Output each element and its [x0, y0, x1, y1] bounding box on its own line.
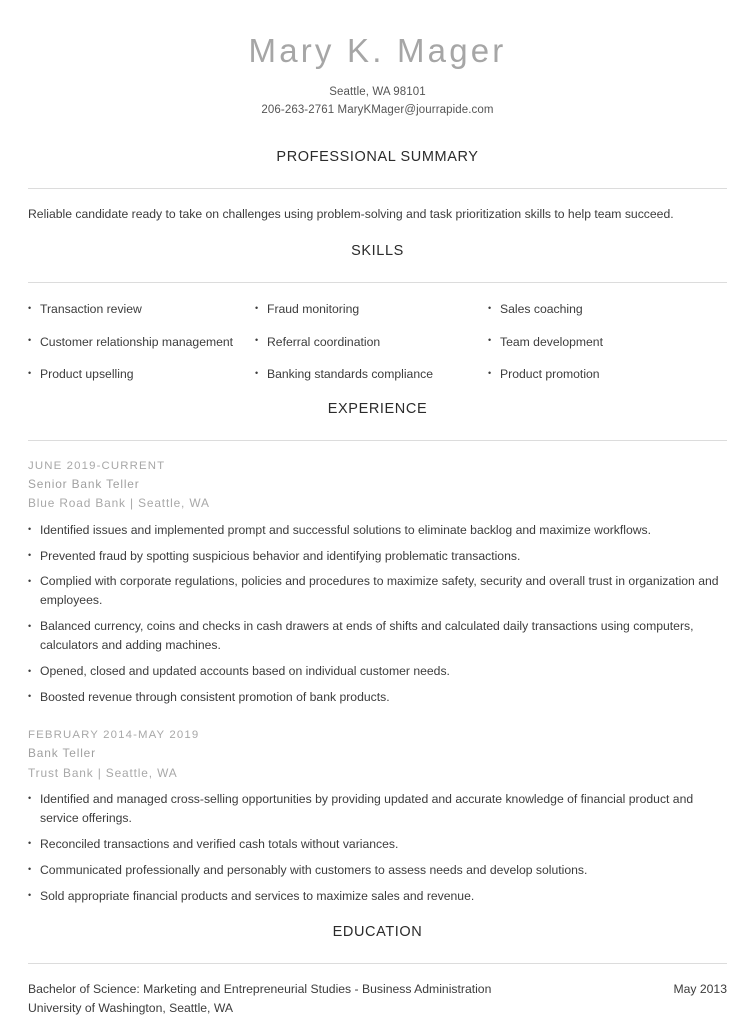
job-bullet: • Balanced currency, coins and checks in cash drawers at ends of shifts and calculated daily transactions using computers, calculators and adding machines.	[28, 617, 727, 655]
job-bullet: • Reconciled transactions and verified cash totals without variances.	[28, 835, 727, 854]
job-bullet: • Complied with corporate regulations, policies and procedures to maximize safety, security and overall trust in organization and employees.	[28, 572, 727, 610]
job-date: FEBRUARY 2014-MAY 2019	[28, 728, 200, 741]
section-experience	[28, 401, 727, 906]
skill-item: • Transaction review	[28, 301, 255, 317]
experience-entry	[28, 726, 727, 906]
job-title: Bank Teller	[28, 746, 96, 761]
skills-column-1	[28, 301, 255, 398]
skill-item: • Referral coordination	[255, 334, 488, 350]
section-title-summary: PROFESSIONAL SUMMARY	[276, 148, 479, 165]
skill-item: • Banking standards compliance	[255, 366, 488, 382]
job-bullet-list	[28, 790, 727, 906]
section-divider-education	[28, 963, 727, 964]
skill-item: • Fraud monitoring	[255, 301, 488, 317]
job-company: Blue Road Bank | Seattle, WA	[28, 496, 210, 511]
job-bullet: • Identified and managed cross-selling opportunities by providing updated and accurate knowledge of financial product and service offerings.	[28, 790, 727, 828]
candidate-contact: 206-263-2761 MaryKMager@jourrapide.com	[261, 104, 494, 117]
job-bullet-list	[28, 521, 727, 707]
education-school: University of Washington, Seattle, WA	[28, 1001, 234, 1016]
job-date: JUNE 2019-CURRENT	[28, 459, 166, 472]
skill-item: • Sales coaching	[488, 301, 727, 317]
skills-column-2	[255, 301, 488, 398]
section-divider-experience	[28, 440, 727, 441]
section-divider-skills	[28, 282, 727, 283]
education-entry	[28, 980, 727, 1018]
job-bullet: • Boosted revenue through consistent promotion of bank products.	[28, 688, 727, 707]
education-details	[28, 980, 657, 1018]
skills-grid	[28, 301, 727, 398]
candidate-location: Seattle, WA 98101	[329, 86, 426, 99]
job-bullet: • Opened, closed and updated accounts based on individual customer needs.	[28, 662, 727, 681]
section-title-skills: SKILLS	[351, 243, 404, 260]
job-bullet: • Identified issues and implemented prompt and successful solutions to eliminate backlog and maximize workflows.	[28, 521, 727, 540]
education-date: May 2013	[673, 982, 727, 997]
section-education	[28, 924, 727, 1018]
experience-entry	[28, 457, 727, 707]
job-company: Trust Bank | Seattle, WA	[28, 765, 178, 780]
job-bullet: • Communicated professionally and personably with customers to assess needs and develop solutions.	[28, 861, 727, 880]
skill-item: • Product promotion	[488, 366, 727, 382]
skill-item: • Team development	[488, 334, 727, 350]
candidate-name: Mary K. Mager	[248, 32, 507, 69]
section-divider-summary	[28, 188, 727, 189]
skills-column-3	[488, 301, 727, 398]
section-title-experience: EXPERIENCE	[327, 400, 428, 417]
section-title-education: EDUCATION	[332, 924, 423, 941]
summary-text: Reliable candidate ready to take on challenges using problem-solving and task prioritization skills to help team succeed.	[28, 206, 674, 221]
skill-item: • Customer relationship management	[28, 334, 255, 350]
resume-header	[28, 0, 727, 120]
section-professional-summary	[28, 149, 727, 223]
job-bullet: • Sold appropriate financial products and services to maximize sales and revenue.	[28, 887, 727, 906]
skill-item: • Product upselling	[28, 366, 255, 382]
job-bullet: • Prevented fraud by spotting suspicious behavior and identifying problematic transactions.	[28, 547, 727, 566]
section-skills	[28, 243, 727, 398]
job-title: Senior Bank Teller	[28, 477, 140, 492]
education-degree: Bachelor of Science: Marketing and Entrepreneurial Studies - Business Administration	[28, 982, 492, 997]
